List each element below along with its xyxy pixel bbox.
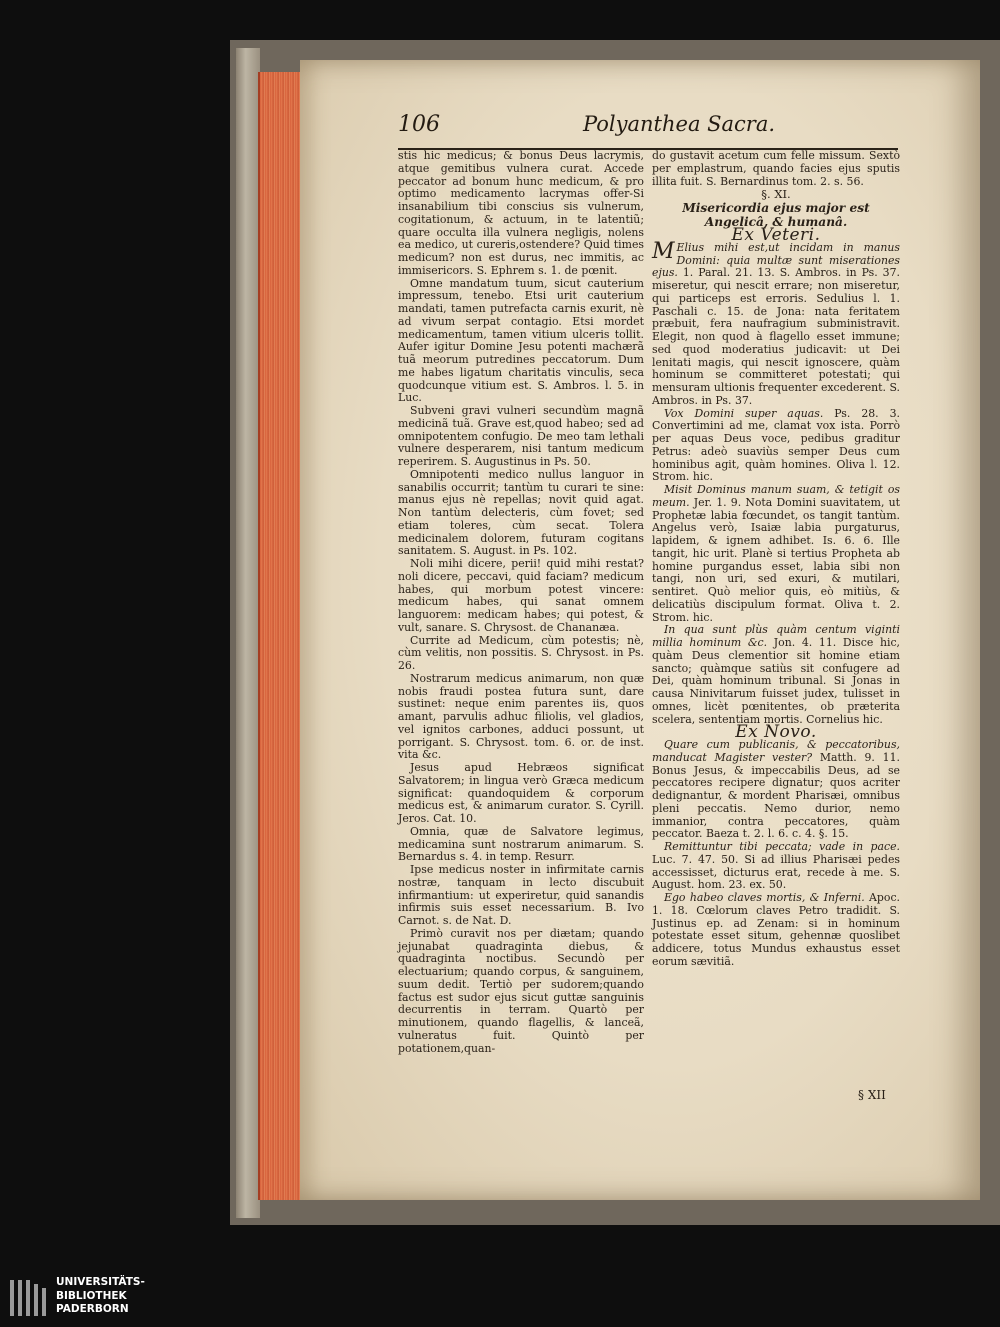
commentary-text: Jer. 1. 9. Nota Domini suavitatem, ut Prophetæ labia fœcundet, os tangit tantùm. Angelus verò, Isaiæ labia purgaturus, lapidem, & ignem adhibet. Is. 6. 6. Ille tangit, hic urit. Planè si tertius Propheta ab homine purgandus esset, labia sibi non tangi, non uri, sed exuri, & mutilari, sentiret. Quò melior quis, eò mitiùs, & delicatiùs discipulum format. Oliva t. 2. Strom. hic. <box>652 495 900 624</box>
left-paragraph: Currite ad Medicum, cùm potestis; nè, cùm velitis, non possitis. S. Chrysost. in Ps. 26. <box>398 633 644 672</box>
commentary-text: 1. Paral. 21. 13. S. Ambros. in Ps. 37. miseretur, qui nescit errare; non miseretur, qui particeps est erroris. Sedulius l. 1. Paschali c. 15. de Jona: nata feritatem præbuit, fera naufragium subministravit. Elegit, non quod à flagello esset immune; sed quod moderatius judicavit: ut Dei lenitati magis, qui nescit ignoscere, quàm hominum se committeret potestati; qui mensuram ultionis frequenter excederent. S. Ambros. in Ps. 37. <box>652 266 901 407</box>
right-paragraph <box>652 892 900 969</box>
scripture-quote: Misit Dominus manum suam, & tetigit os meum. <box>652 483 900 509</box>
commentary-text: Apoc. 1. 18. Cœlorum claves Petro tradidit. S. Justinus ep. ad Zenam: si in hominum potestate esset situm, gehennæ quoslibet addicere, totus Mundus exhaustus esset eorum sævitiã. <box>652 891 901 968</box>
scripture-quote: Quare cum publicanis, & peccatoribus, manducat Magister vester? <box>652 738 900 764</box>
commentary-text: Luc. 7. 47. 50. Si ad illius Pharisæi pedes accessisset, dicturus erat, recede à me. S. August. hom. 23. ex. 50. <box>652 852 900 892</box>
library-logo <box>8 1276 168 1320</box>
right-paragraph <box>652 841 900 892</box>
logo-line-3: PADERBORN <box>56 1303 129 1315</box>
commentary-text: Jon. 4. 11. Disce hic, quàm Deus clementior sit homine etiam sancto; quàmque satiùs sit confugere ad Dei, quàm hominum tribunal. Si Jonas in causa Ninivitarum fuisset judex, tulisset in omnes, licèt pœnitentes, ob præterita scelera, sententiam mortis. Cornelius hic. <box>652 636 901 726</box>
left-paragraph: Omne mandatum tuum, sicut cauterium impressum, tenebo. Etsi urit cauterium mandati, tamen putrefacta carnis exurit, nè ad vivum serpat contagio. Etsi mordet medicamentum, tamen vitium ulceris tollit. Aufer igitur Domine Jesu potenti machærã tuã meorum putredines peccatorum. Dum me habes ligatum charitatis vinculis, seca quodcunque vitium est. S. Ambros. l. 5. in Luc. <box>398 276 644 405</box>
commentary-text: Matth. 9. 11. Bonus Jesus, & impeccabilis Deus, ad se peccatores recipere dignatur; quos acriter dedignantur, & mordent Pharisæi, omnibus pleni peccatis. Nemo durior, nemo immanior, contra peccatores, quàm peccator. Baeza t. 2. l. 6. c. 4. §. 15. <box>652 750 900 841</box>
right-paragraph <box>652 408 900 485</box>
library-mark-icon <box>8 1278 50 1318</box>
right-paragraph <box>652 624 900 726</box>
left-column <box>398 150 644 1055</box>
left-paragraph: Nostrarum medicus animarum, non quæ nobis fraudi postea futura sunt, dare sustinet: neque enim parentes iis, quos amant, parvulis adhuc filiolis, vel gladios, vel ignitos carbones, adduci possunt, ut porrigant. S. Chrysost. tom. 6. or. de inst. vita &c. <box>398 671 644 762</box>
library-logo-text <box>56 1276 145 1317</box>
left-paragraph: Omnia, quæ de Salvatore legimus, medicamina sunt nostrarum animarum. S. Bernardus s. 4. in temp. Resurr. <box>398 824 644 864</box>
left-paragraph: Ipse medicus noster in infirmitate carnis nostræ, tanquam in lecto discubuit infirmantium: ut experiretur, quid sanandis infirmis suis esset necessarium. B. Ivo Carnot. s. de Nat. D. <box>398 863 644 927</box>
right-paragraph <box>652 238 901 408</box>
subheading-new-testament: Ex Novo. <box>735 722 817 743</box>
section-number: §. XI. <box>761 187 791 202</box>
scripture-quote: Remittuntur tibi peccata; vade in pace. <box>664 840 900 853</box>
continuation-text: do gustavit acetum cum felle missum. Sextò per emplastrum, quando facies ejus sputis illita fuit. S. Bernardinus tom. 2. s. 56. <box>652 149 900 188</box>
drop-cap: M <box>652 238 675 264</box>
scripture-quote: In qua sunt plùs quàm centum viginti millia hominum &c. <box>652 623 900 649</box>
right-paragraph <box>652 484 900 624</box>
scripture-quote: Ego habeo claves mortis, & Inferni. <box>664 891 865 904</box>
subheading-old-testament: Ex Veteri. <box>731 225 821 245</box>
page-edges-red <box>258 72 305 1200</box>
right-paragraph <box>652 739 900 841</box>
scripture-quote: Elius mihi est,ut incidam in manus Domini: quia multæ sunt miserationes ejus. <box>652 240 900 280</box>
left-paragraph: Primò curavit nos per diætam; quando jejunabat quadraginta diebus, & quadraginta noctibus. Secundò per electuarium; quando corpus, & sanguinem, suum dedit. Tertiò per sudorem;quando factus est sudor ejus sicut guttæ sanguinis decurrentis in terram. Quartò per minutionem, quando flagellis, & lanceã, vulneratus fuit. Quintò per potationem,quan- <box>398 926 644 1055</box>
commentary-text: Ps. 28. 3. Convertimini ad me, clamat vox ista. Porrò per aquas Deus voce, pedibus graditur Petrus: adeò suaviùs semper Deus cum hominibus agit, quàm homines. Oliva l. 12. Strom. hic. <box>652 406 901 484</box>
catchword: § XII <box>858 1088 886 1102</box>
logo-line-2: BIBLIOTHEK <box>56 1289 127 1302</box>
running-title: Polyanthea Sacra. <box>583 112 776 136</box>
logo-line-1: UNIVERSITÄTS- <box>56 1276 145 1288</box>
left-paragraph: Jesus apud Hebræos significat Salvatorem; in lingua verò Græca medicum significat: quandoquidem & corporum medicus est, & animarum curator. S. Cyrill. Jeros. Cat. 10. <box>398 761 644 825</box>
page-header <box>398 112 898 150</box>
new-testament-paragraphs <box>652 739 900 969</box>
left-paragraph: Omnipotenti medico nullus languor in sanabilis occurrit; tantùm tu curari te sine: manus ejus nè repellas; novit quid agat. Non tantùm delecteris, cùm fovet; sed etiam toleres, cùm secat. Tolera medicinalem dolorem, futuram cogitans sanitatem. S. August. in Ps. 102. <box>398 467 644 558</box>
scripture-quote: Vox Domini super aquas. <box>664 406 824 420</box>
section-heading: Misericordia ejus major est Angelicâ, & humanâ. <box>682 201 870 229</box>
left-paragraph: Noli mihi dicere, perii! quid mihi restat? noli dicere, peccavi, quid faciam? medicum habes, qui morbum potest vincere: medicum habes, qui sanat omnem languorem: medicam habes; qui potest, & vult, sanare. S. Chrysost. de Chananæa. <box>398 557 644 634</box>
book-cover-edge <box>236 48 260 1218</box>
left-paragraph: Subveni gravi vulneri secundùm magnã medicinã tuã. Grave est,quod habeo; sed ad omnipotentem confugio. De meo tam lethali vulnere desperarem, nisi tantum medicum reperirem. S. Augustinus in Ps. 50. <box>398 404 644 468</box>
right-column <box>652 150 900 969</box>
page-number: 106 <box>398 112 440 137</box>
left-paragraph: stis hic medicus; & bonus Deus lacrymis, atque gemitibus vulnera curat. Accede peccator ad bonum hunc medicum, & pro optimo medicamento lacrymas offer-Si insanabilium tibi conscius sis vulnerum, cogitationum, & actuum, in te latentiũ; quare occulta illa vulnera negligis, nolens ea medico, ut cureris,ostendere? Quid times medicum? non est durus, nec immitis, ac immisericors. S. Ephrem s. 1. de pœnit. <box>398 149 644 277</box>
old-testament-paragraphs <box>652 238 901 727</box>
